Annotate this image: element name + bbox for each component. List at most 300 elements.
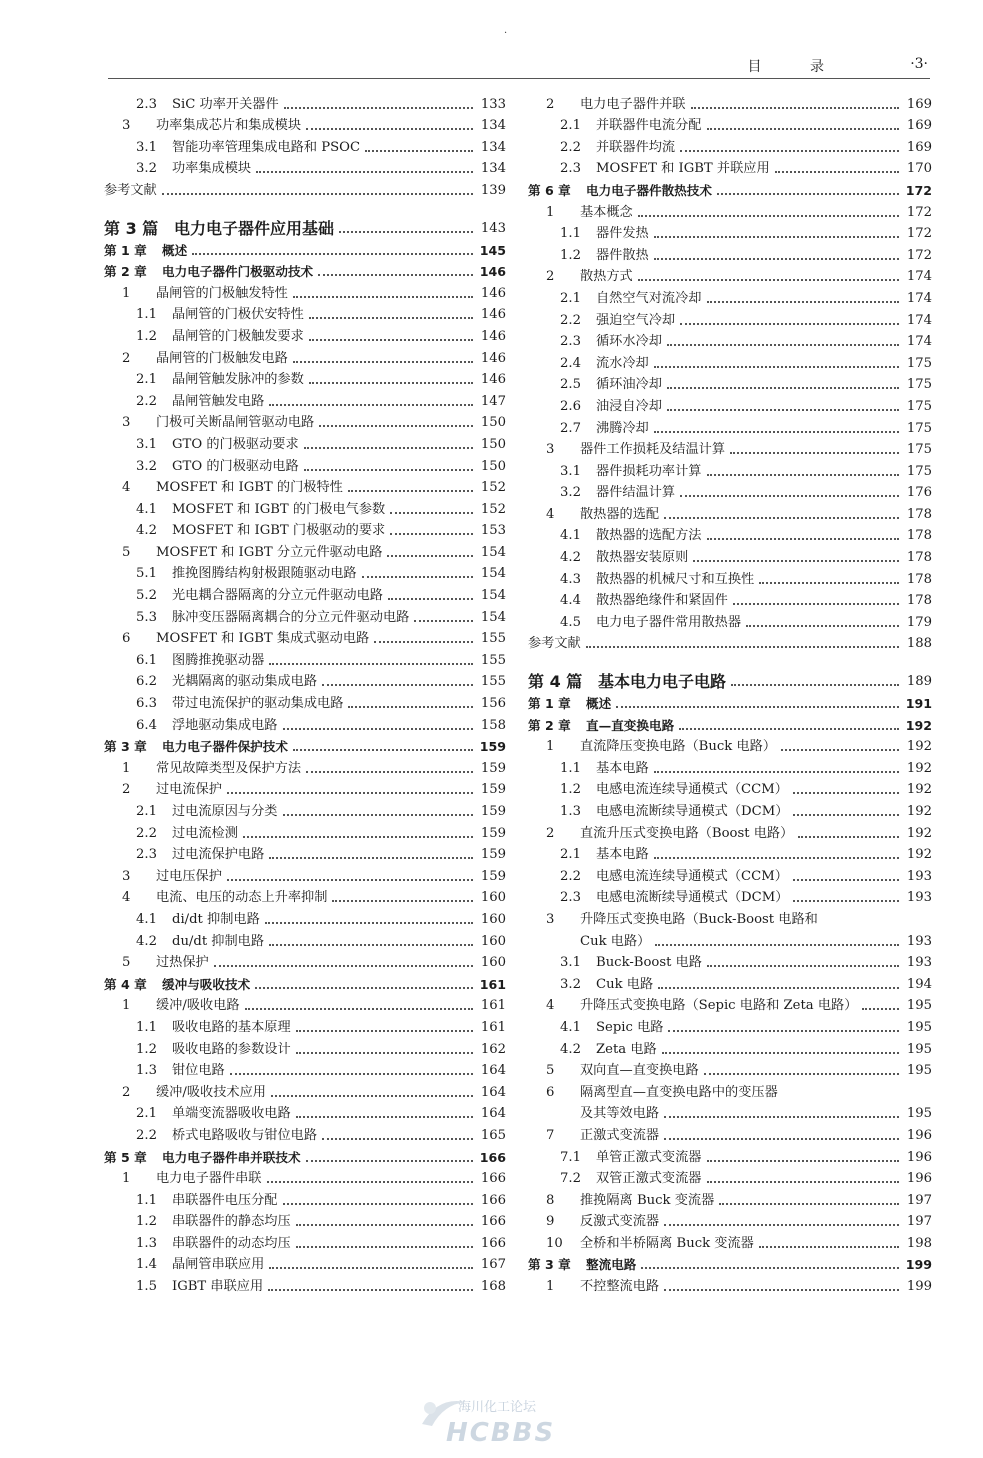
toc-entry [104, 260, 506, 282]
toc-entry-title: 单端变流器吸收电路 [172, 1106, 291, 1122]
toc-leader-dots [390, 533, 473, 535]
toc-entry-page: 174 [906, 290, 932, 306]
toc-entry-page: 153 [480, 523, 506, 539]
toc-leader-dots [667, 344, 899, 346]
toc-entry-title: 散热方式 [580, 269, 633, 285]
toc-entry-page: 195 [906, 1041, 932, 1057]
toc-entry-page: 160 [480, 933, 506, 949]
toc-entry-number: 4 [546, 998, 555, 1014]
toc-entry [104, 178, 506, 200]
toc-entry-page: 164 [480, 1084, 506, 1100]
toc-entry-number: 2 [122, 782, 131, 798]
toc-entry [528, 157, 932, 179]
toc-entry [528, 1210, 932, 1232]
toc-entry-number: 1.1 [136, 307, 157, 323]
toc-entry-title: 散热器的选配方法 [596, 528, 702, 544]
toc-leader-dots [390, 512, 473, 514]
toc-entry-title: 功率集成模块 [172, 161, 252, 177]
toc-entry-title: 桥式电路吸收与钳位电路 [172, 1127, 318, 1143]
toc-entry [528, 632, 932, 654]
toc-entry-number: 8 [546, 1192, 555, 1208]
toc-entry-number: 2 [122, 1084, 131, 1100]
toc-leader-dots [707, 474, 900, 476]
toc-entry-number: 4.2 [136, 933, 157, 949]
toc-entry [104, 92, 506, 114]
toc-entry-page: 146 [480, 285, 506, 301]
toc-entry-number: 4.5 [560, 614, 581, 630]
toc-entry [104, 1123, 506, 1145]
toc-entry-title: MOSFET 和 IGBT 的门极特性 [156, 480, 343, 496]
toc-entry-page: 192 [906, 804, 932, 819]
toc-entry-number: 2.3 [136, 847, 157, 863]
toc-entry-number: 6.1 [136, 652, 157, 668]
toc-leader-dots [293, 361, 473, 363]
toc-entry-title: 参考文献 [528, 636, 581, 652]
toc-leader-dots [730, 452, 899, 454]
toc-entry-title: 器件工作损耗及结温计算 [580, 442, 726, 458]
toc-entry-page: 178 [906, 593, 932, 609]
toc-entry-title: 功率集成芯片和集成模块 [156, 118, 302, 134]
toc-leader-dots [269, 663, 473, 665]
toc-entry-number: 2.1 [136, 1106, 157, 1122]
toc-entry-title: 器件散热 [596, 247, 649, 263]
toc-entry-page: 192 [906, 847, 932, 863]
toc-entry [528, 713, 932, 735]
toc-entry-page: 175 [906, 377, 932, 393]
toc-entry-number: 1 [122, 1171, 131, 1187]
toc-entry-title: 电感电流连续导通模式（CCM） [596, 782, 788, 798]
toc-leader-dots [654, 236, 899, 238]
toc-entry-number: 3 [546, 911, 555, 927]
toc-leader-dots [214, 965, 473, 967]
toc-entry [528, 222, 932, 244]
toc-entry-page: 150 [480, 436, 506, 452]
toc-entry [528, 416, 932, 438]
toc-entry-page: 165 [480, 1127, 506, 1143]
toc-entry-page: 195 [906, 1106, 932, 1122]
toc-leader-dots [283, 1203, 474, 1205]
toc-entry-page: 152 [480, 501, 506, 517]
toc-entry-number: 1.3 [560, 804, 581, 819]
toc-entry-number: 3.1 [560, 463, 581, 479]
toc-leader-dots [293, 296, 473, 298]
toc-leader-dots [707, 965, 899, 967]
toc-entry-page: 196 [906, 1127, 932, 1143]
toc-entry-title: 基本电路 [596, 847, 649, 863]
toc-leader-dots [362, 576, 473, 578]
toc-leader-dots [719, 1203, 899, 1205]
toc-entry-number: 第 4 篇 [528, 672, 583, 692]
toc-entry [104, 1188, 506, 1210]
toc-entry-number: 7.1 [560, 1149, 581, 1165]
toc-entry-title: 电力电子器件并联 [580, 96, 686, 112]
toc-entry-number: 9 [546, 1214, 555, 1230]
toc-entry-title: 浮地驱动集成电路 [172, 717, 278, 733]
toc-leader-dots [793, 879, 899, 881]
toc-entry-page: 155 [480, 652, 506, 668]
toc-entry [104, 432, 506, 454]
toc-entry-number: 3 [122, 868, 131, 884]
toc-entry-page: 168 [480, 1279, 506, 1295]
toc-entry-page: 158 [480, 717, 506, 733]
toc-entry [104, 281, 506, 303]
toc-entry-number: 1 [546, 739, 555, 755]
toc-entry-number: 4 [546, 506, 555, 522]
toc-entry-title: MOSFET 和 IGBT 门极驱动的要求 [172, 523, 386, 539]
toc-entry-number: 第 3 章 [528, 1257, 571, 1273]
toc-entry-page: 169 [906, 118, 932, 134]
toc-entry [528, 394, 932, 416]
toc-entry-page: 178 [906, 550, 932, 566]
toc-entry-page: 150 [480, 415, 506, 431]
toc-entry [528, 735, 932, 757]
toc-leader-dots [283, 728, 474, 730]
toc-entry-title: 晶闸管的门极触发要求 [172, 328, 304, 344]
toc-entry-title: Zeta 电路 [596, 1041, 657, 1057]
toc-entry-page: 167 [480, 1257, 506, 1273]
toc-entry-page: 146 [480, 328, 506, 344]
toc-entry [528, 438, 932, 460]
toc-entry-number: 第 2 章 [528, 717, 571, 733]
toc-entry-title: 器件结温计算 [596, 485, 676, 501]
toc-entry-page: 152 [480, 480, 506, 496]
toc-entry-page: 160 [480, 911, 506, 927]
toc-entry-number: 1 [122, 760, 131, 776]
toc-entry-title: 整流电路 [586, 1257, 637, 1273]
toc-entry-title: 过电流检测 [172, 825, 238, 841]
toc-entry-number: 2.6 [560, 398, 581, 414]
toc-entry-page: 159 [480, 782, 506, 798]
toc-entry-page: 154 [480, 588, 506, 604]
toc-entry-page: 192 [906, 760, 932, 776]
toc-leader-dots [269, 1267, 473, 1269]
toc-entry-title: 带过电流保护的驱动集成电路 [172, 696, 344, 712]
toc-entry-number: 2 [122, 350, 131, 366]
toc-entry-page: 195 [906, 1019, 932, 1035]
toc-entry [528, 821, 932, 843]
toc-entry [528, 1274, 932, 1296]
toc-entry-title: 缓冲/吸收技术应用 [156, 1084, 266, 1100]
toc-entry-title: 不控整流电路 [580, 1279, 660, 1295]
toc-entry [528, 994, 932, 1016]
toc-entry-number: 第 1 章 [528, 696, 571, 712]
toc-entry-page: 178 [906, 506, 932, 522]
toc-entry-number: 3.1 [560, 955, 581, 971]
toc-leader-dots [318, 274, 473, 276]
toc-entry-title: IGBT 串联应用 [172, 1279, 264, 1295]
toc-entry-number: 4.4 [560, 593, 581, 609]
toc-entry-title: 基本电路 [596, 760, 649, 776]
toc-entry [104, 368, 506, 390]
toc-entry [528, 1080, 932, 1102]
watermark-en-text: HCBBS [446, 1418, 556, 1448]
toc-entry [104, 324, 506, 346]
toc-leader-dots [862, 1008, 899, 1010]
toc-entry-title: 散热器安装原则 [596, 550, 689, 566]
toc-entry [104, 497, 506, 519]
toc-leader-dots [654, 857, 899, 859]
toc-entry-title: 光耦隔离的驱动集成电路 [172, 674, 318, 690]
toc-entry-title: 油浸自冷却 [596, 398, 662, 414]
toc-entry-number: 3.1 [136, 139, 157, 155]
toc-entry [528, 567, 932, 589]
toc-entry-page: 143 [480, 220, 506, 236]
toc-entry-title: 自然空气对流冷却 [596, 290, 702, 306]
toc-entry-page: 134 [480, 118, 506, 134]
toc-entry-number: 1.2 [136, 328, 157, 344]
toc-entry-title: Cuk 电路） [580, 933, 651, 949]
toc-entry-title: 隔离型直—直变换电路中的变压器 [580, 1084, 778, 1100]
toc-entry-number: 4.1 [560, 528, 581, 544]
toc-entry [104, 670, 506, 692]
toc-entry-page: 188 [906, 636, 932, 652]
toc-entry [528, 799, 932, 821]
toc-entry [528, 1145, 932, 1167]
toc-entry-number: 6.2 [136, 674, 157, 690]
toc-entry-page: 161 [480, 998, 506, 1014]
toc-entry-number: 3.2 [136, 458, 157, 474]
toc-leader-dots [306, 1160, 473, 1162]
toc-entry [104, 540, 506, 562]
toc-entry-title: 晶闸管的门极触发特性 [156, 285, 288, 301]
toc-leader-dots [679, 728, 899, 730]
toc-entry-page: 155 [480, 674, 506, 690]
toc-entry-number: 4.3 [560, 571, 581, 587]
toc-entry-number: 1.1 [136, 1192, 157, 1208]
toc-leader-dots [793, 792, 899, 794]
toc-entry-number: 第 3 章 [104, 739, 147, 755]
toc-entry [104, 713, 506, 735]
toc-entry-title: 推挽隔离 Buck 变流器 [580, 1192, 715, 1208]
toc-leader-dots [296, 1116, 473, 1118]
toc-entry-number: 4.2 [560, 550, 581, 566]
toc-entry-number: 1.1 [560, 226, 581, 242]
toc-entry-number: 6.4 [136, 717, 157, 733]
toc-entry-page: 193 [906, 868, 932, 884]
toc-leader-dots [759, 1246, 899, 1248]
toc-entry-number: 2.2 [560, 139, 581, 155]
toc-leader-dots [306, 771, 473, 773]
toc-entry-number: 10 [546, 1235, 563, 1251]
toc-entry-title: 晶闸管串联应用 [172, 1257, 265, 1273]
toc-entry [104, 843, 506, 865]
toc-entry-title: 智能功率管理集成电路和 PSOC [172, 139, 361, 155]
toc-leader-dots [309, 317, 473, 319]
toc-entry-number: 1 [122, 285, 131, 301]
toc-entry [104, 303, 506, 325]
toc-leader-dots [304, 469, 473, 471]
toc-leader-dots [304, 447, 473, 449]
toc-leader-dots [296, 1030, 473, 1032]
toc-entry [528, 308, 932, 330]
toc-entry-title: 散热器的机械尺寸和互换性 [596, 571, 755, 587]
toc-entry-number: 3 [546, 442, 555, 458]
toc-entry-title: 电力电子器件应用基础 [174, 219, 335, 238]
toc-leader-dots [284, 107, 473, 109]
toc-entry [104, 735, 506, 757]
toc-entry [528, 1253, 932, 1275]
toc-entry-number: 1 [122, 998, 131, 1014]
toc-leader-dots [269, 944, 473, 946]
toc-entry-page: 134 [480, 139, 506, 155]
toc-entry [104, 389, 506, 411]
toc-entry-number: 第 4 章 [104, 976, 147, 992]
toc-entry-title: 电流、电压的动态上升率抑制 [156, 890, 328, 906]
toc-leader-dots [654, 258, 899, 260]
toc-entry-number: 第 6 章 [528, 182, 571, 198]
toc-entry-page: 154 [480, 609, 506, 625]
toc-entry-title: 流水冷却 [596, 355, 649, 371]
toc-entry [104, 1080, 506, 1102]
toc-entry-page: 189 [906, 674, 932, 690]
toc-entry [104, 454, 506, 476]
toc-entry-page: 172 [905, 182, 932, 198]
toc-leader-dots [704, 1073, 899, 1075]
toc-entry [528, 1188, 932, 1210]
toc-entry-number: 5 [122, 955, 131, 971]
toc-entry-page: 169 [906, 96, 932, 112]
toc-entry [104, 907, 506, 929]
watermark-cn-text: 海川化工论坛 [458, 1400, 537, 1415]
toc-leader-dots [255, 987, 473, 989]
toc-entry-title: 过电流保护电路 [172, 847, 265, 863]
toc-entry [528, 286, 932, 308]
toc-leader-dots [296, 1224, 473, 1226]
header-title: 目 录 [747, 59, 846, 75]
toc-entry [104, 886, 506, 908]
toc-entry [104, 1167, 506, 1189]
toc-entry-number: 4.2 [560, 1041, 581, 1057]
toc-entry [104, 114, 506, 136]
toc-entry-title: Cuk 电路 [596, 976, 654, 992]
toc-entry [528, 929, 932, 951]
toc-leader-dots [746, 625, 899, 627]
toc-leader-dots [654, 431, 899, 433]
toc-leader-dots [271, 1095, 473, 1097]
toc-entry [104, 778, 506, 800]
toc-entry [528, 886, 932, 908]
toc-entry-number: 2.7 [560, 420, 581, 436]
toc-entry [104, 562, 506, 584]
toc-entry [104, 691, 506, 713]
toc-entry-title: MOSFET 和 IGBT 分立元件驱动电路 [156, 544, 383, 560]
toc-entry-page: 146 [480, 350, 506, 366]
toc-entry-number: 3 [122, 118, 131, 134]
toc-leader-dots [793, 900, 899, 902]
toc-entry-title: 晶闸管的门极伏安特性 [172, 307, 304, 323]
toc-entry-page: 172 [906, 247, 932, 263]
toc-entry-number: 1.3 [136, 1235, 157, 1251]
toc-entry-number: 1.2 [136, 1214, 157, 1230]
toc-entry [104, 135, 506, 157]
toc-leader-dots [267, 1181, 474, 1183]
toc-entry [528, 1123, 932, 1145]
toc-entry-title: MOSFET 和 IGBT 的门极电气参数 [172, 501, 386, 517]
toc-entry-title: 推挽图腾结构射极跟随驱动电路 [172, 566, 357, 582]
toc-entry-number: 6 [546, 1084, 555, 1100]
toc-entry [528, 610, 932, 632]
toc-entry-page: 197 [906, 1214, 932, 1230]
toc-leader-dots [227, 879, 473, 881]
toc-entry [104, 519, 506, 541]
toc-entry-number: 6 [122, 631, 131, 647]
toc-entry-number: 3 [122, 415, 131, 431]
toc-entry-page: 193 [906, 933, 932, 949]
toc-entry [528, 864, 932, 886]
toc-entry-number: 1.2 [136, 1041, 157, 1057]
toc-entry-title: 全桥和半桥隔离 Buck 变流器 [580, 1235, 754, 1251]
toc-entry-page: 192 [906, 782, 932, 798]
toc-leader-dots [798, 836, 899, 838]
toc-entry-page: 170 [906, 161, 932, 177]
toc-entry-title: 升降压式变换电路（Sepic 电路和 Zeta 电路） [580, 998, 858, 1014]
toc-entry [528, 843, 932, 865]
toc-leader-dots [707, 128, 900, 130]
toc-entry [104, 994, 506, 1016]
toc-leader-dots [388, 598, 473, 600]
toc-entry-number: 5 [546, 1063, 555, 1079]
toc-entry [104, 864, 506, 886]
toc-entry [528, 972, 932, 994]
toc-leader-dots [733, 603, 899, 605]
toc-entry-page: 169 [906, 139, 932, 155]
toc-entry-number: 3.2 [136, 161, 157, 177]
toc-entry [528, 545, 932, 567]
toc-entry [104, 411, 506, 433]
toc-leader-dots [319, 425, 473, 427]
toc-entry-page: 192 [906, 739, 932, 755]
toc-entry-page: 175 [906, 420, 932, 436]
toc-entry-page: 164 [480, 1106, 506, 1122]
toc-entry-page: 172 [906, 226, 932, 242]
toc-entry-page: 159 [479, 739, 506, 755]
toc-entry-title: MOSFET 和 IGBT 集成式驱动电路 [156, 631, 370, 647]
toc-leader-dots [707, 1181, 900, 1183]
toc-entry-number: 1.5 [136, 1279, 157, 1295]
toc-entry-title: 循环水冷却 [596, 334, 662, 350]
toc-entry-number: 5.3 [136, 609, 157, 625]
toc-entry-title: 并联器件电流分配 [596, 118, 702, 134]
toc-leader-dots [680, 150, 899, 152]
page-header [108, 52, 928, 78]
toc-leader-dots [638, 279, 899, 281]
toc-leader-dots [731, 684, 899, 686]
toc-entry-number: 4.1 [136, 501, 157, 517]
toc-entry-title: 概述 [162, 242, 188, 258]
toc-entry-page: 166 [480, 1171, 506, 1187]
toc-entry [528, 778, 932, 800]
toc-entry [104, 1231, 506, 1253]
toc-leader-dots [759, 582, 899, 584]
toc-entry-title: 过电流原因与分类 [172, 804, 278, 819]
toc-entry [528, 502, 932, 524]
toc-leader-dots [306, 128, 473, 130]
toc-entry-number: 3.2 [560, 976, 581, 992]
toc-entry-page: 199 [905, 1257, 932, 1273]
toc-entry [104, 627, 506, 649]
toc-leader-dots [664, 1138, 899, 1140]
toc-entry-number: 1.2 [560, 247, 581, 263]
toc-entry-page: 160 [480, 890, 506, 906]
toc-entry-title: 脉冲变压器隔离耦合的分立元件驱动电路 [172, 609, 410, 625]
toc-entry-title: 升降压式变换电路（Buck-Boost 电路和 [580, 911, 818, 927]
toc-entry-number: 7.2 [560, 1171, 581, 1187]
toc-entry-title: 及其等效电路 [580, 1106, 660, 1122]
toc-entry [528, 1102, 932, 1124]
toc-leader-dots [793, 814, 899, 816]
toc-entry-number: 2 [546, 96, 555, 112]
toc-leader-dots [638, 215, 899, 217]
